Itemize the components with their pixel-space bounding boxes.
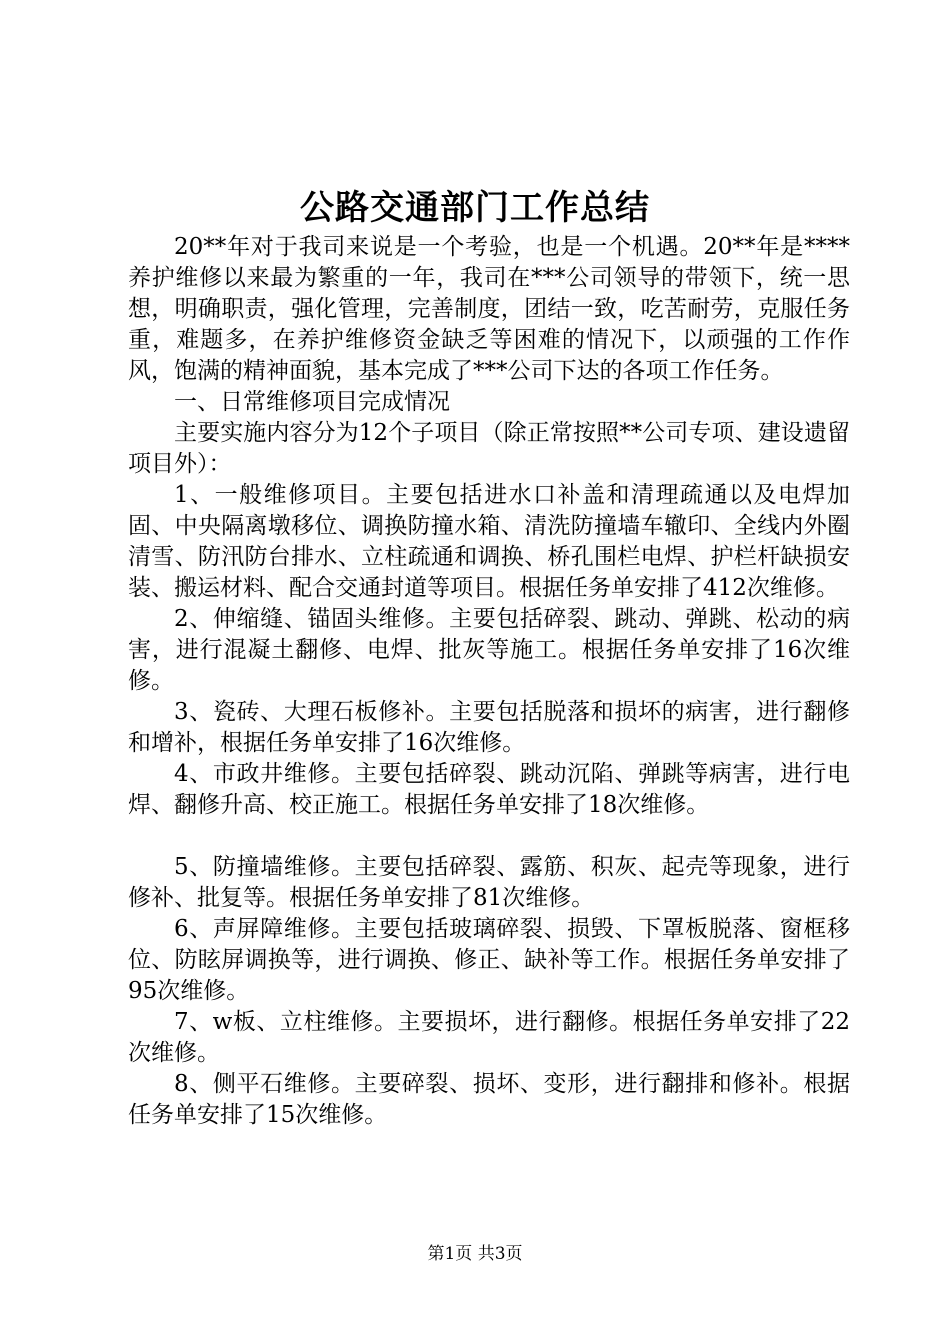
page-number: 第1页 共3页	[427, 1244, 523, 1264]
intro-paragraph: 20**年对于我司来说是一个考验，也是一个机遇。20**年是****养护维修以来最为繁重的一年，我司在***公司领导的带领下，统一思想，明确职责，强化管理，完善制度，团结一致，吃苦耐劳，克服任务重，难题多，在养护维修资金缺乏等困难的情况下，以顽强的工作作风，饱满的精神面貌，基本完成了***公司下达的各项工作任务。	[128, 234, 850, 384]
overview-paragraph: 主要实施内容分为12个子项目（除正常按照**公司专项、建设遗留项目外）：	[128, 420, 850, 477]
item-paragraph-6: 6、声屏障维修。主要包括玻璃碎裂、损毁、下罩板脱落、窗框移位、防眩屏调换等，进行调换、修正、缺补等工作。根据任务单安排了95次维修。	[128, 916, 850, 1004]
item-paragraph-4: 4、市政井维修。主要包括碎裂、跳动沉陷、弹跳等病害，进行电焊、翻修升高、校正施工。根据任务单安排了18次维修。	[128, 761, 850, 818]
item-paragraph-7: 7、w板、立柱维修。主要损坏，进行翻修。根据任务单安排了22次维修。	[128, 1009, 850, 1066]
item-paragraph-8: 8、侧平石维修。主要碎裂、损坏、变形，进行翻排和修补。根据任务单安排了15次维修。	[128, 1071, 850, 1128]
item-paragraph-1: 1、一般维修项目。主要包括进水口补盖和清理疏通以及电焊加固、中央隔离墩移位、调换防撞水箱、清洗防撞墙车辙印、全线内外圈清雪、防汛防台排水、立柱疏通和调换、桥孔围栏电焊、护栏杆缺损安装、搬运材料、配合交通封道等项目。根据任务单安排了412次维修。	[128, 482, 850, 601]
item-paragraph-3: 3、瓷砖、大理石板修补。主要包括脱落和损坏的病害，进行翻修和增补，根据任务单安排了16次维修。	[128, 699, 850, 756]
document-title: 公路交通部门工作总结	[300, 188, 650, 228]
section-heading: 一、日常维修项目完成情况	[174, 389, 450, 415]
item-paragraph-2: 2、伸缩缝、锚固头维修。主要包括碎裂、跳动、弹跳、松动的病害，进行混凝土翻修、电焊、批灰等施工。根据任务单安排了16次维修。	[128, 606, 850, 694]
document-body	[128, 232, 850, 1131]
item-paragraph-5: 5、防撞墙维修。主要包括碎裂、露筋、积灰、起壳等现象，进行修补、批复等。根据任务单安排了81次维修。	[128, 854, 850, 911]
